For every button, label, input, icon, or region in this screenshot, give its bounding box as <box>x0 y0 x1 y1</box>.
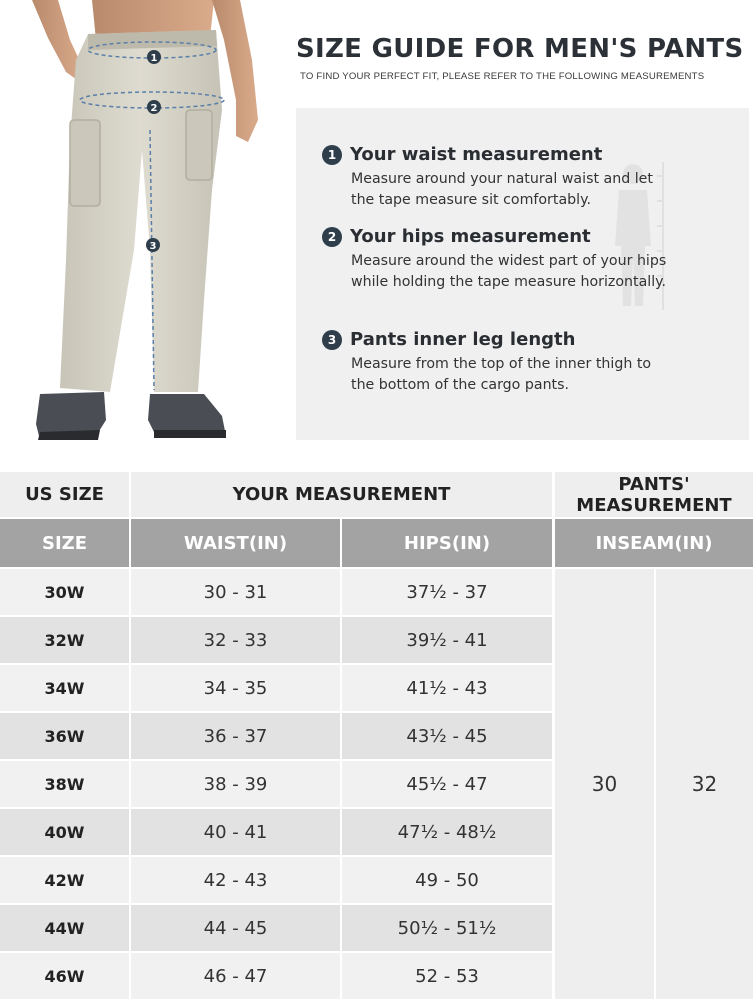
waist-cell: 40 - 41 <box>131 809 340 855</box>
size-cell: 38W <box>0 761 129 807</box>
group-header-line: MEASUREMENT <box>576 494 732 516</box>
guide-title: SIZE GUIDE FOR MEN'S PANTS <box>296 34 744 64</box>
hips-cell: 49 - 50 <box>342 857 552 903</box>
waist-cell: 32 - 33 <box>131 617 340 663</box>
step-heading: Your waist measurement <box>350 144 603 165</box>
size-cell: 32W <box>0 617 129 663</box>
size-cell: 34W <box>0 665 129 711</box>
step-description-line: Measure around your natural waist and let <box>351 171 653 187</box>
hips-cell: 52 - 53 <box>342 953 552 999</box>
group-header-us-size: US SIZE <box>0 472 129 517</box>
waist-cell: 34 - 35 <box>131 665 340 711</box>
step-description-line: the tape measure sit comfortably. <box>351 192 591 208</box>
step-number-1-icon: 1 <box>322 145 342 165</box>
size-chart-table <box>0 472 753 1000</box>
size-cell: 44W <box>0 905 129 951</box>
step-number-3-icon: 3 <box>322 330 342 350</box>
hips-cell: 47½ - 48½ <box>342 809 552 855</box>
waist-cell: 44 - 45 <box>131 905 340 951</box>
waist-cell: 36 - 37 <box>131 713 340 759</box>
svg-text:2: 2 <box>150 103 158 114</box>
size-cell: 30W <box>0 569 129 615</box>
size-cell: 42W <box>0 857 129 903</box>
waist-cell: 42 - 43 <box>131 857 340 903</box>
hips-cell: 37½ - 37 <box>342 569 552 615</box>
step-heading: Your hips measurement <box>350 226 591 247</box>
marker-2-icon <box>147 100 161 114</box>
inseam-value-cell: 30 <box>555 569 654 999</box>
hips-cell: 45½ - 47 <box>342 761 552 807</box>
step-description-line: the bottom of the cargo pants. <box>351 377 570 393</box>
waist-cell: 38 - 39 <box>131 761 340 807</box>
group-header-line: PANTS' <box>618 473 690 495</box>
step-description-line: Measure around the widest part of your hips <box>351 253 667 269</box>
step-waist <box>322 144 742 211</box>
hips-cell: 39½ - 41 <box>342 617 552 663</box>
column-header-hips: HIPS(IN) <box>342 519 552 567</box>
size-guide-hero <box>0 0 753 455</box>
waist-cell: 46 - 47 <box>131 953 340 999</box>
marker-3-icon <box>146 238 160 252</box>
step-description-line: Measure from the top of the inner thigh to <box>351 356 652 372</box>
size-cell: 40W <box>0 809 129 855</box>
waist-cell: 30 - 31 <box>131 569 340 615</box>
column-header-inseam: INSEAM(IN) <box>555 519 753 567</box>
svg-text:3: 3 <box>149 241 157 252</box>
step-heading: Pants inner leg length <box>350 329 576 350</box>
marker-1-icon <box>147 50 161 64</box>
hips-cell: 41½ - 43 <box>342 665 552 711</box>
size-cell: 46W <box>0 953 129 999</box>
column-header-size: SIZE <box>0 519 129 567</box>
group-header-pants-measurement <box>555 472 753 517</box>
size-cell: 36W <box>0 713 129 759</box>
step-description-line: while holding the tape measure horizontally. <box>351 274 667 290</box>
step-inseam <box>322 329 742 396</box>
measurement-instructions <box>296 108 749 440</box>
hips-cell: 43½ - 45 <box>342 713 552 759</box>
inseam-value-cell: 32 <box>656 569 753 999</box>
step-number-2-icon: 2 <box>322 227 342 247</box>
guide-subtitle: TO FIND YOUR PERFECT FIT, PLEASE REFER TO THE FOLLOWING MEASUREMENTS <box>300 71 705 82</box>
model-pants-illustration <box>0 0 262 445</box>
svg-text:1: 1 <box>150 53 158 64</box>
step-hips <box>322 226 742 293</box>
column-header-waist: WAIST(IN) <box>131 519 340 567</box>
group-header-your-measurement: YOUR MEASUREMENT <box>131 472 552 517</box>
hips-cell: 50½ - 51½ <box>342 905 552 951</box>
